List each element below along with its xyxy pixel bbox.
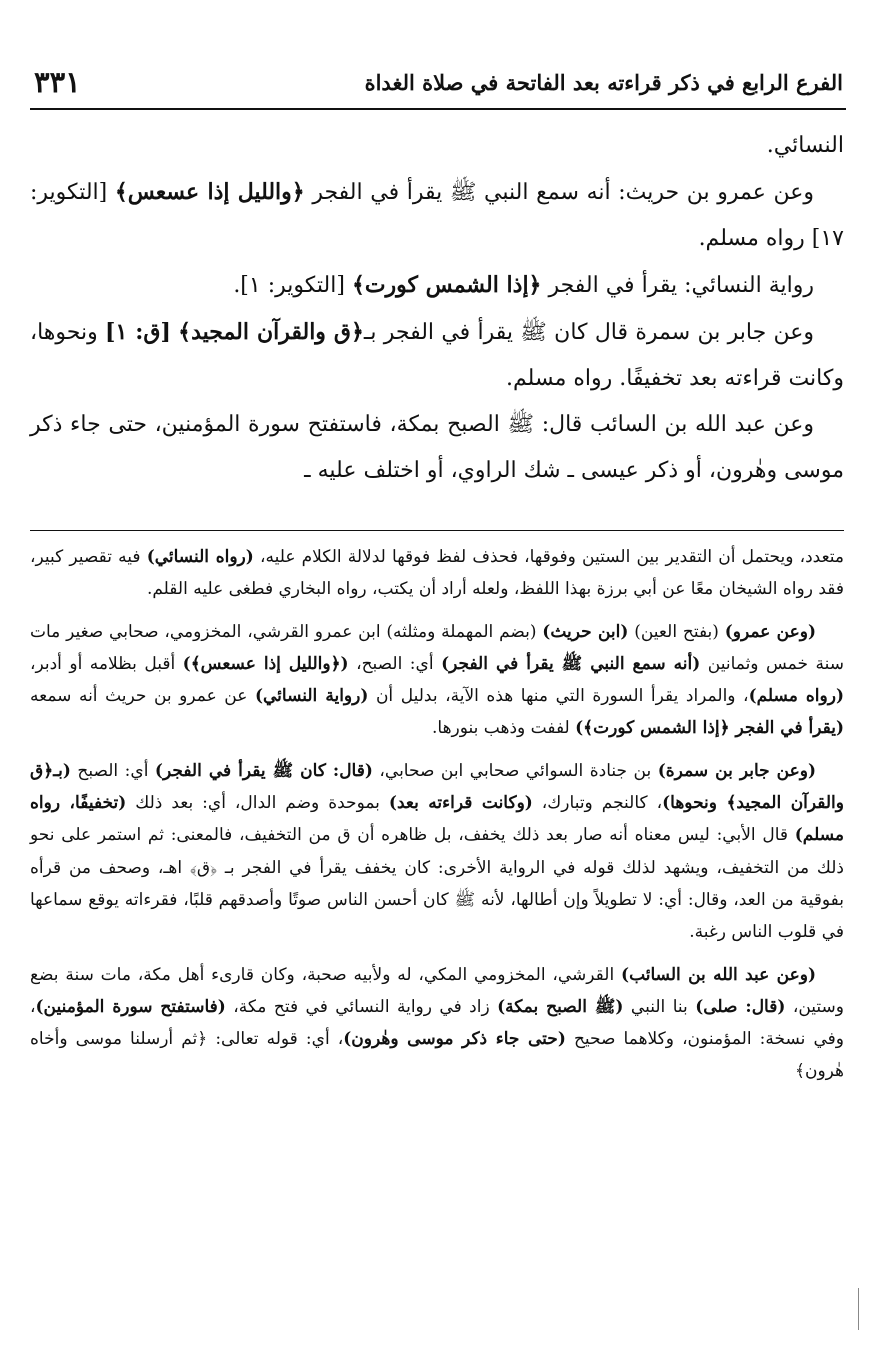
- commentary-bold: (فاستفتح سورة المؤمنين): [35, 996, 226, 1017]
- main-text-span: وعن عبد الله بن السائب قال: ﷺ الصبح بمكة، فاستفتح سورة المؤمنين، حتى جاء ذكر موسى وهٰرون، أو ذكر عيسى ـ شك الراوي، أو اختلف عليه ـ: [30, 412, 844, 483]
- page-number: ٣٣١: [34, 65, 81, 99]
- commentary-span: أي: الصبح،: [348, 653, 442, 674]
- commentary-span: ، كالنجم وتبارك،: [532, 793, 663, 814]
- commentary-span: ، أي: قوله تعالى: ﴿ثم أرسلنا موسى وأخاه هٰرون﴾: [30, 1029, 844, 1082]
- commentary-text: [30, 541, 844, 1098]
- commentary-bold: (رواه مسلم): [748, 686, 844, 707]
- quran-verse: ﴿ق والقرآن المجيد﴾: [178, 319, 364, 345]
- main-paragraph: [30, 123, 844, 169]
- commentary-span: لففت وذهب بنورها.: [432, 718, 576, 739]
- commentary-span: قال الأبي: ليس معناه أنه صار بعد ذلك يخفف، بل ظاهره أن ق من التخفيف، فالمعنى: ثم استمر على نحو ذلك من التخفيف، ويشهد لذلك قوله في الرواية الأخرى: كان يخفف يقرأ في الفجر بـ ﴿ق﴾ اهـ، وصحف من قرأه بفوقية من العد، وقال: أي: لا تطويلاً وإن أطالها، لأنه ﷺ كان أحسن الناس صوتًا وأصدقهم قلبًا، فقرءاته يوقع سماعها في قلوب الناس رغبة.: [30, 825, 844, 943]
- commentary-span: القرشي، المخزومي المكي، له ولأبيه صحبة، وكان قارىء أهل مكة، مات سنة بضع وستين،: [30, 964, 844, 1017]
- commentary-bold: (وعن جابر بن سمرة): [657, 760, 816, 781]
- verse-reference: [ق: ١]: [105, 319, 171, 345]
- main-text-span: وعن عمرو بن حريث: أنه سمع النبي ﷺ يقرأ في الفجر: [304, 180, 814, 205]
- commentary-paragraph: [30, 959, 844, 1088]
- main-paragraph: [30, 402, 844, 494]
- commentary-bold: (يقرأ في الفجر ﴿إذا الشمس كورت﴾): [575, 718, 844, 739]
- main-text-span: رواية النسائي: يقرأ في الفجر: [541, 273, 814, 298]
- header-title: الفرع الرابع في ذكر قراءته بعد الفاتحة في صلاة الغداة: [364, 69, 843, 95]
- main-text-span: ونحوها، وكانت قراءته بعد تخفيفًا. رواه مسلم.: [30, 320, 844, 391]
- main-text-span: [التكوير: ١٧] رواه مسلم.: [30, 180, 844, 251]
- commentary-span: متعدد، ويحتمل أن التقدير بين الستين وفوقها، فحذف لفظ فوقها لدلالة الكلام عليه،: [253, 547, 845, 567]
- commentary-bold: (ابن حريث): [542, 621, 629, 642]
- commentary-bold: (وعن عبد الله بن السائب): [621, 964, 816, 985]
- commentary-span: عن عمرو بن حريث أنه سمعه: [30, 686, 255, 707]
- quran-verse: ﴿إذا الشمس كورت﴾: [351, 272, 542, 298]
- commentary-bold: (رواه النسائي): [146, 547, 254, 567]
- header-divider: [30, 108, 846, 110]
- main-paragraph: [30, 169, 844, 262]
- margin-mark: [858, 1288, 859, 1330]
- main-text-span: وعن جابر بن سمرة قال كان ﷺ يقرأ في الفجر بـ: [363, 320, 814, 345]
- commentary-paragraph: [30, 755, 844, 949]
- main-text-span: [التكوير: ١].: [233, 273, 352, 298]
- main-paragraph: [30, 309, 844, 402]
- commentary-bold: (رواية النسائي): [254, 686, 369, 707]
- commentary-bold: (تخفيفًا، رواه مسلم): [30, 793, 844, 846]
- commentary-span: بن جنادة السوائي صحابي ابن صحابي،: [372, 760, 658, 781]
- commentary-span: أقبل بظلامه أو أدبر،: [30, 653, 183, 674]
- commentary-span: زاد في رواية النسائي في فتح مكة،: [225, 996, 498, 1017]
- commentary-span: أي: الصبح: [70, 760, 155, 781]
- main-text-span: النسائي.: [766, 133, 844, 158]
- commentary-bold: (ﷺ الصبح بمكة): [497, 996, 624, 1017]
- commentary-paragraph: [30, 616, 844, 745]
- running-header: [34, 60, 843, 104]
- hadith-text: [30, 123, 844, 494]
- commentary-span: ، وفي نسخة: المؤمنون، وكلاهما صحيح: [30, 996, 844, 1050]
- commentary-span: (بضم المهملة ومثلثه) ابن عمرو القرشي، المخزومي، صحابي صغير مات سنة خمس وثمانين: [30, 621, 844, 674]
- commentary-span: بموحدة وضم الدال، أي: بعد ذلك: [126, 793, 389, 814]
- main-paragraph: [30, 262, 844, 309]
- commentary-bold: (﴿والليل إذا عسعس﴾): [182, 653, 349, 674]
- commentary-bold: (وعن عمرو): [724, 621, 816, 642]
- quran-verse: ﴿والليل إذا عسعس﴾: [114, 179, 305, 205]
- commentary-bold: (أنه سمع النبي ﷺ يقرأ في الفجر): [441, 653, 701, 674]
- commentary-span: فيه تقصير كبير، فقد رواه الشيخان معًا عن أبي برزة بهذا اللفظ، ولعله أراد أن يكتب، رواه البخاري فطغى عليه القلم.: [30, 547, 844, 600]
- commentary-span: ، والمراد يقرأ السورة التي منها هذه الآية، بدليل أن: [368, 686, 749, 707]
- commentary-bold: (قال: صلى): [695, 996, 786, 1017]
- commentary-bold: (بـ﴿ق والقرآن المجيد﴾ ونحوها): [30, 760, 844, 814]
- commentary-bold: (قال: كان ﷺ يقرأ في الفجر): [154, 760, 373, 781]
- commentary-span: بنا النبي: [623, 996, 696, 1017]
- commentary-span: (بفتح العين): [628, 621, 725, 642]
- commentary-bold: (وكانت قراءته بعد): [388, 793, 533, 814]
- commentary-paragraph: [30, 541, 844, 606]
- commentary-divider: [30, 530, 844, 531]
- commentary-bold: (حتى جاء ذكر موسى وهٰرون): [343, 1029, 566, 1050]
